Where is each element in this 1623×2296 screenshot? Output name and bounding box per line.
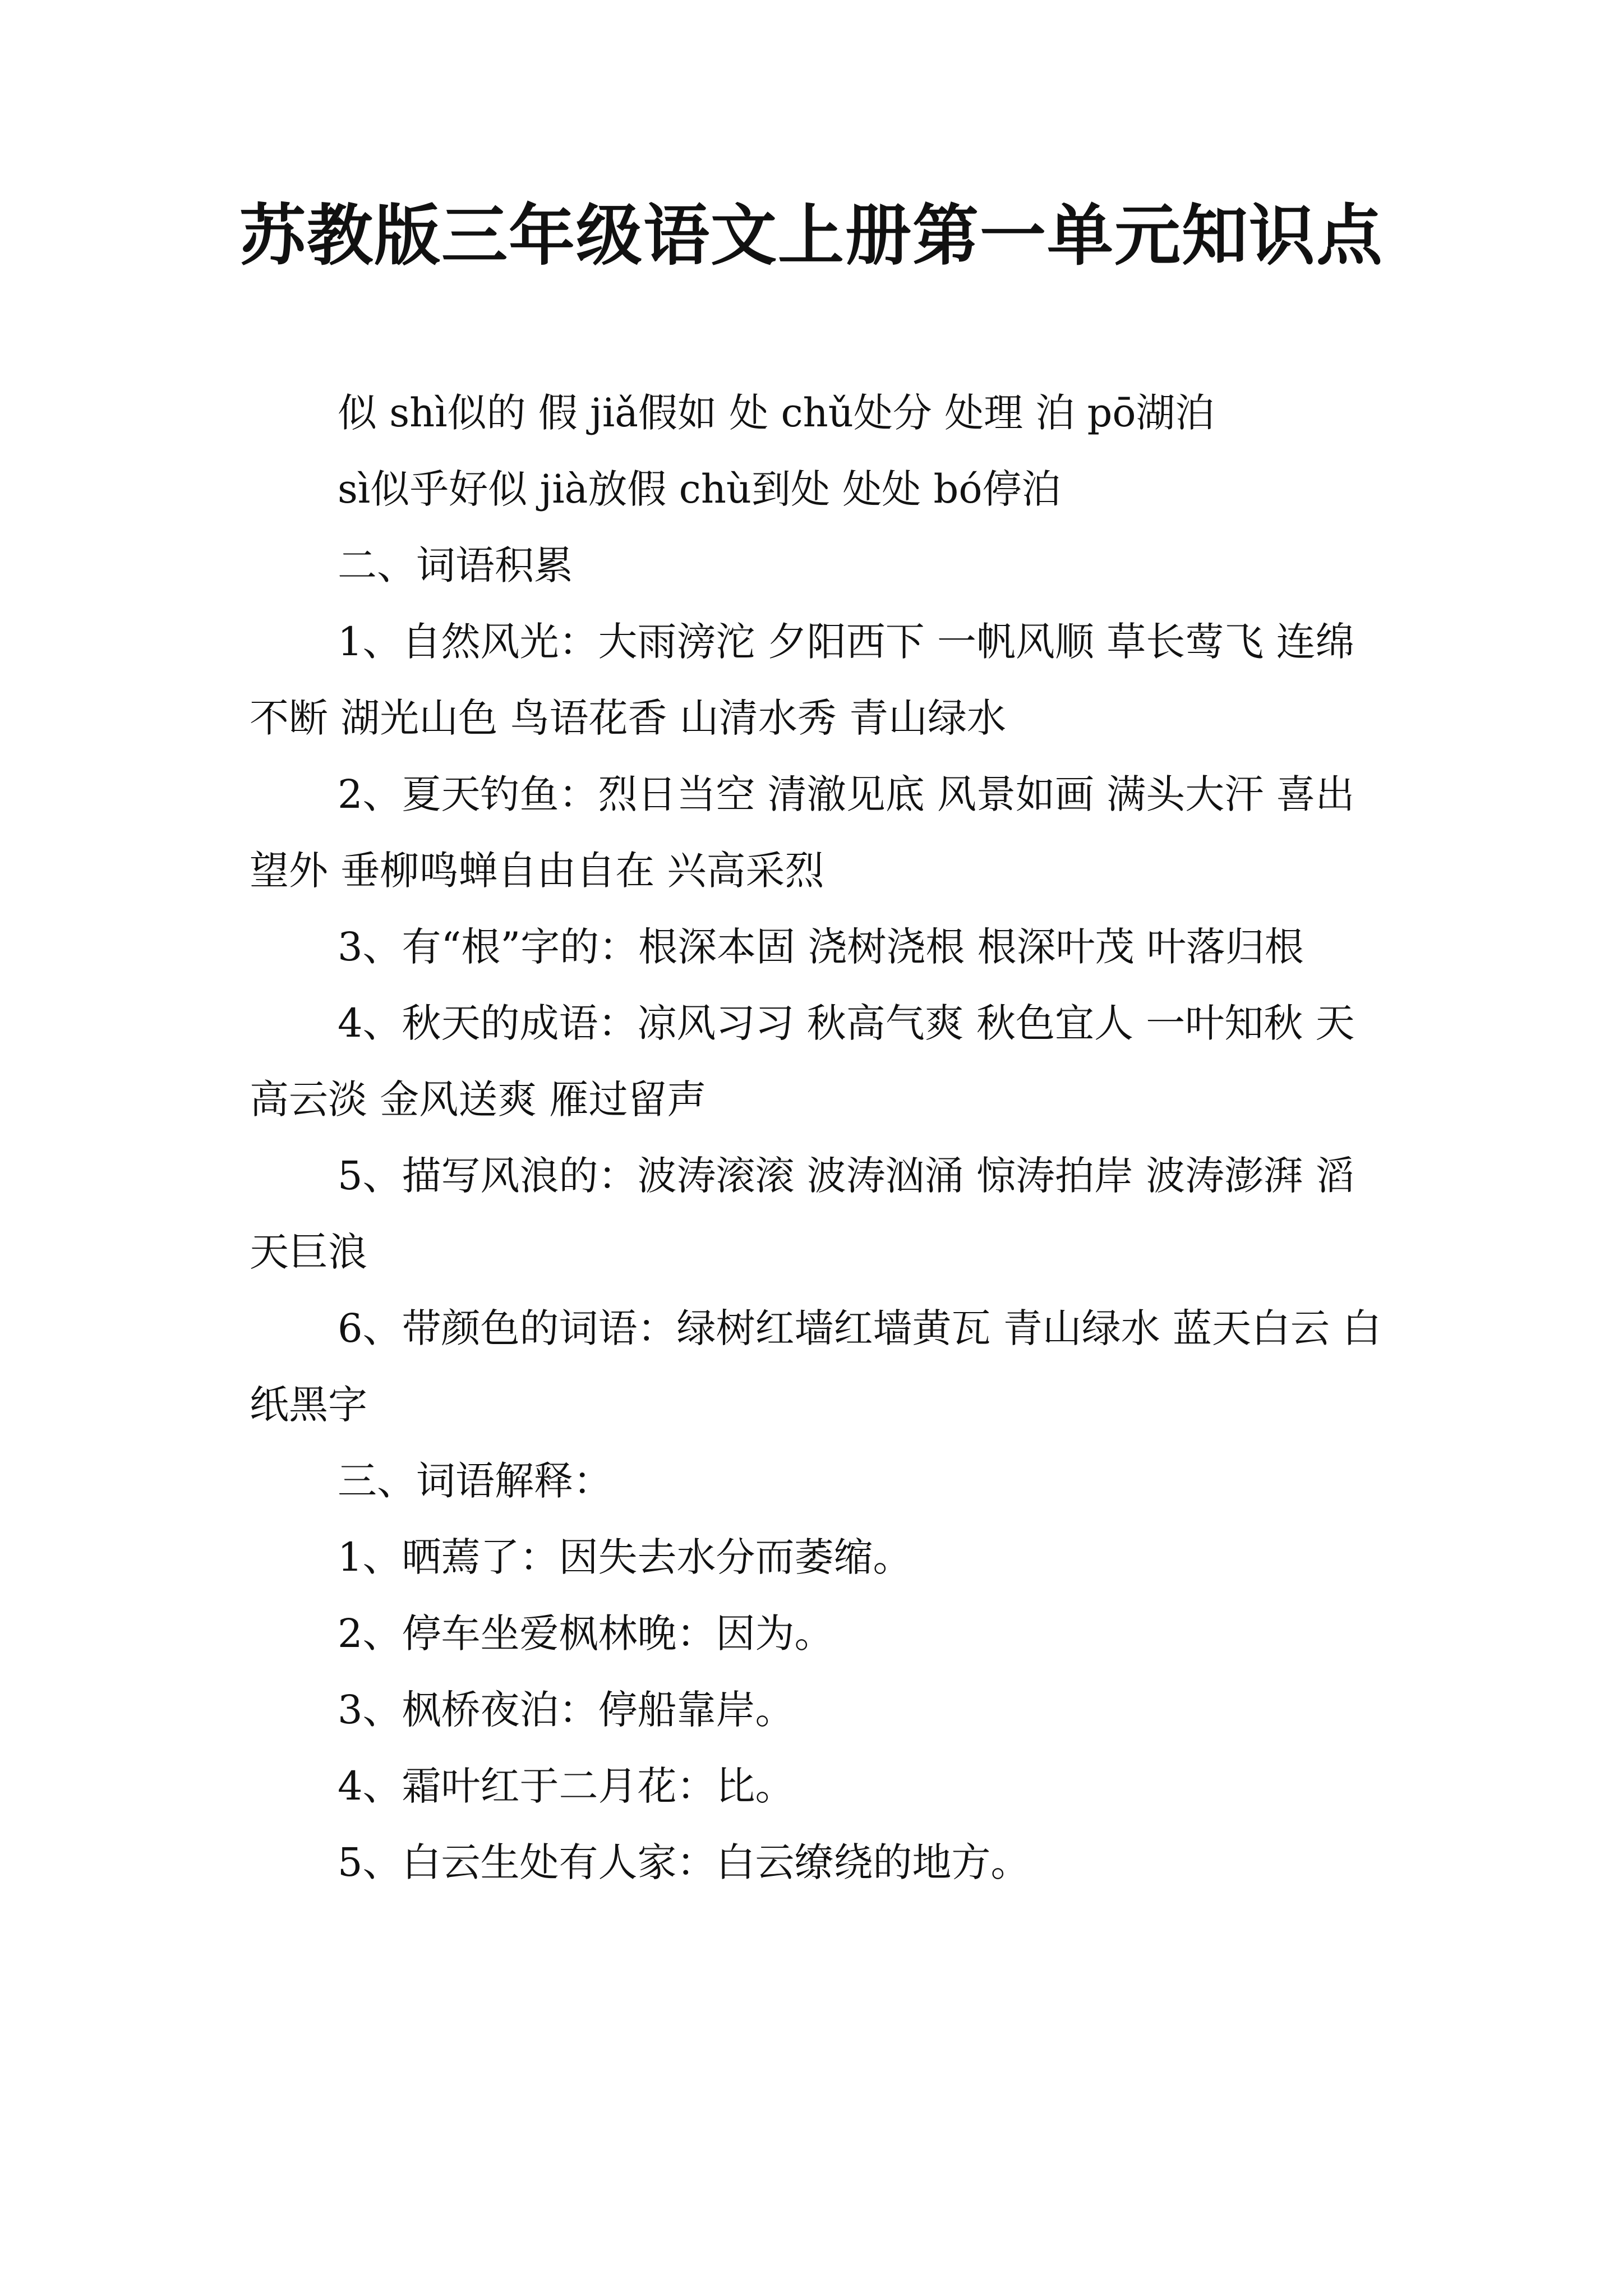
document-body: [250, 375, 1382, 1901]
section-heading-explanations: 三、词语解释：: [338, 1458, 612, 1504]
explanation-item-5: 5、白云生处有人家：白云缭绕的地方。: [338, 1839, 1030, 1885]
vocab-item-2: 2、夏天钓鱼：烈日当空 清澈见底 风景如画 满头大汗 喜出望外 垂柳鸣蝉自由自在 兴高采烈: [250, 771, 1355, 894]
explanation-item-1: 1、晒蔫了：因失去水分而萎缩。: [338, 1534, 912, 1580]
vocab-item-5: 5、描写风浪的：波涛滚滚 波涛汹涌 惊涛拍岸 波涛澎湃 滔天巨浪: [250, 1153, 1355, 1275]
vocab-item-1: 1、自然风光：大雨滂沱 夕阳西下 一帆风顺 草长莺飞 连绵不断 湖光山色 鸟语花香 山清水秀 青山绿水: [250, 619, 1355, 741]
vocab-item-4: 4、秋天的成语：凉风习习 秋高气爽 秋色宜人 一叶知秋 天高云淡 金风送爽 雁过留声: [250, 1000, 1355, 1122]
explanation-item-4: 4、霜叶红于二月花：比。: [338, 1763, 795, 1809]
pinyin-line-1: 似 shì似的 假 jiǎ假如 处 chǔ处分 处理 泊 pō湖泊: [338, 390, 1215, 436]
explanation-item-2: 2、停车坐爱枫林晚：因为。: [338, 1611, 834, 1657]
section-heading-vocabulary: 二、词语积累: [338, 542, 573, 588]
pinyin-line-2: sì似乎好似 jià放假 chù到处 处处 bó停泊: [338, 466, 1061, 512]
page-title: 苏教版三年级语文上册第一单元知识点: [239, 196, 1384, 274]
explanation-item-3: 3、枫桥夜泊：停船靠岸。: [338, 1687, 795, 1733]
vocab-item-3: 3、有“根”字的：根深本固 浇树浇根 根深叶茂 叶落归根: [338, 924, 1304, 970]
vocab-item-6: 6、带颜色的词语：绿树红墙红墙黄瓦 青山绿水 蓝天白云 白纸黑字: [250, 1305, 1382, 1428]
